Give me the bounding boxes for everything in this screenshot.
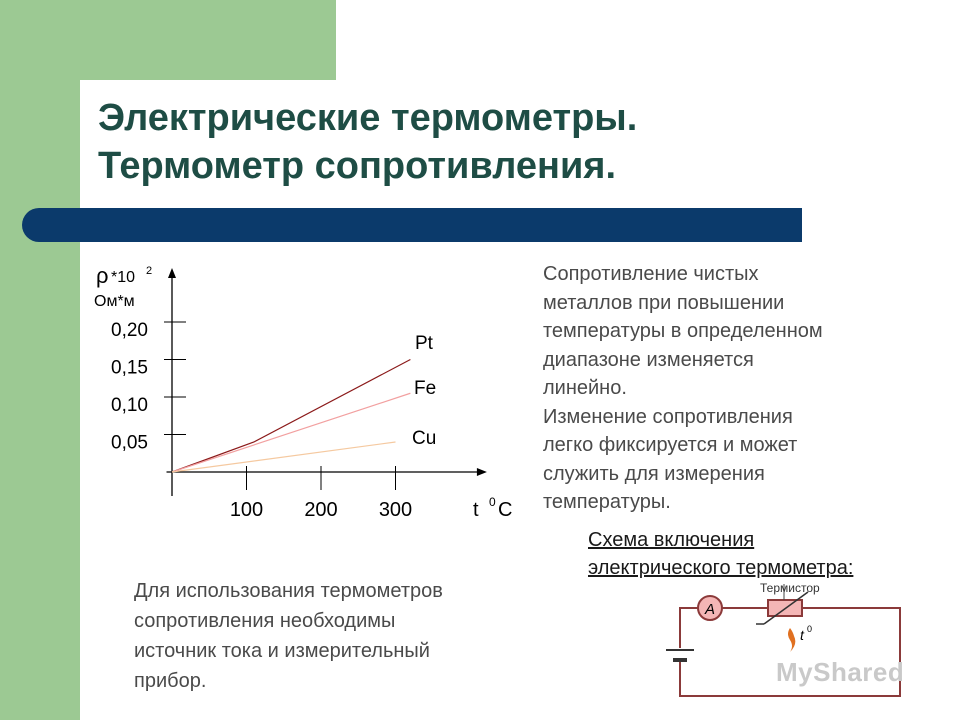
description-line: служить для измерения	[543, 462, 765, 485]
description-line: Сопротивление чистых	[543, 263, 759, 285]
x-axis-symbol: t	[473, 499, 479, 521]
description-line: температуры.	[543, 491, 671, 513]
description-line: линейно.	[543, 377, 627, 399]
description-line: диапазоне изменяется	[543, 348, 754, 371]
y-axis-arrow	[168, 268, 176, 278]
series-line-cu	[172, 442, 396, 472]
flame-icon	[788, 628, 795, 652]
description-line: температуры в определенном	[543, 320, 823, 342]
x-tick-label: 200	[304, 499, 338, 521]
description-line: легко фиксируется и может	[543, 434, 798, 456]
scheme-title	[588, 526, 853, 582]
slide-title-line-2: Термометр сопротивления.	[98, 145, 617, 187]
x-tick-label: 300	[378, 499, 413, 521]
y-axis-multiplier: *10	[111, 269, 136, 286]
y-tick-label: 0,20	[111, 320, 148, 341]
x-axis-arrow	[477, 468, 487, 476]
ammeter-label: A	[705, 601, 716, 618]
usage-note-line: прибор.	[134, 670, 207, 692]
description-line: металлов при повышении	[543, 291, 785, 314]
slide-title-line-1: Электрические термометры.	[98, 97, 638, 139]
y-axis-exponent: 2	[146, 265, 153, 277]
y-tick-label: 0,15	[111, 357, 148, 379]
scheme-title-line-2: электрического термометра:	[588, 557, 854, 579]
x-axis-unit: С	[498, 499, 513, 521]
usage-note	[134, 576, 534, 696]
temperature-label: t	[800, 627, 804, 643]
thermistor-label: Термистор	[760, 581, 820, 595]
description-line: Изменение сопротивления	[543, 405, 793, 428]
scheme-title-line-1: Схема включения	[588, 529, 755, 551]
series-line-pt	[172, 360, 410, 473]
description-text	[543, 260, 903, 517]
x-axis-exponent: 0	[489, 495, 496, 509]
y-tick-label: 0,05	[111, 432, 148, 454]
y-axis-symbol: ρ	[96, 263, 109, 288]
series-label-cu: Cu	[412, 428, 437, 449]
usage-note-line: источник тока и измерительный	[134, 640, 430, 662]
series-label-pt: Pt	[415, 333, 433, 354]
series-line-fe	[172, 393, 410, 472]
y-tick-label: 0,10	[111, 395, 148, 416]
x-tick-label: 100	[229, 499, 264, 521]
watermark-text: MyShared	[776, 657, 905, 687]
usage-note-line: сопротивления необходимы	[134, 610, 396, 632]
temperature-exponent: 0	[807, 624, 813, 634]
y-axis-unit: Ом*м	[94, 293, 135, 310]
series-label-fe: Fe	[414, 378, 437, 399]
usage-note-line: Для использования термометров	[134, 580, 443, 602]
